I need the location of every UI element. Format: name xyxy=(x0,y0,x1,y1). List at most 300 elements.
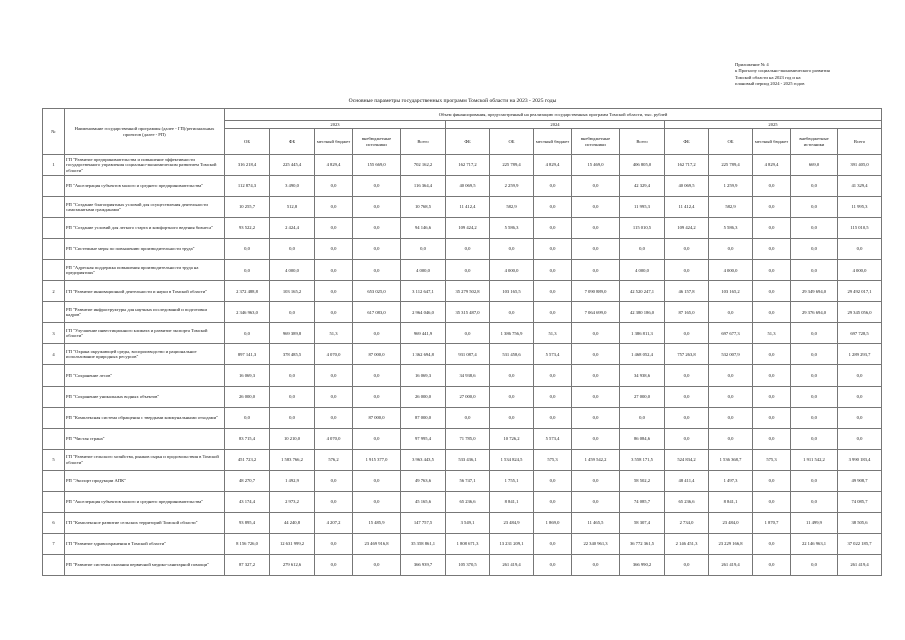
funding-value: 1 870,7 xyxy=(753,512,791,533)
funding-value: 1 362 694,8 xyxy=(401,344,446,365)
funding-value: 0,0 xyxy=(315,239,353,260)
funding-value: 0,0 xyxy=(572,260,620,281)
funding-value: 7 064 699,0 xyxy=(572,302,620,323)
funding-value: 969 441,9 xyxy=(401,323,446,344)
funding-value: 87 165,0 xyxy=(665,302,709,323)
funding-value: 5 586,3 xyxy=(490,218,534,239)
funding-value: 23 484,0 xyxy=(709,512,753,533)
funding-value: 11 412,4 xyxy=(665,197,709,218)
funding-value: 45 165,6 xyxy=(401,491,446,512)
funding-value: 0,0 xyxy=(709,407,753,428)
funding-value: 46 157,8 xyxy=(665,281,709,302)
funding-value: 0,0 xyxy=(353,260,401,281)
row-number: 4 xyxy=(43,344,65,365)
table-row xyxy=(43,407,882,428)
funding-value: 1 808 671,3 xyxy=(446,533,490,554)
table-row xyxy=(43,218,882,239)
funding-value: 162 717,2 xyxy=(446,155,490,176)
program-name: ГП "Улучшение инвестиционного климата и развитие экспорта Томской области" xyxy=(65,323,225,344)
funding-value: 0,0 xyxy=(709,302,753,323)
funding-value: 38 505,6 xyxy=(838,512,882,533)
funding-value: 697 677,3 xyxy=(709,323,753,344)
funding-value: 87 000,0 xyxy=(353,407,401,428)
funding-value: 1 497,3 xyxy=(709,470,753,491)
funding-value: 0,0 xyxy=(353,491,401,512)
program-name: РП "Акселерация субъектов малого и среднего предпринимательства" xyxy=(65,176,225,197)
funding-value: 103 165,2 xyxy=(709,281,753,302)
funding-value: 0,0 xyxy=(791,323,838,344)
funding-value: 1 259,9 xyxy=(709,176,753,197)
funding-value: 261 419,4 xyxy=(709,554,753,575)
header-subcolumn: ФБ xyxy=(270,129,315,155)
funding-value: 1 386 811,3 xyxy=(620,323,665,344)
appendix-line: Приложение № 4 xyxy=(735,62,769,67)
funding-value: 0,0 xyxy=(838,386,882,407)
funding-value: 103 165,5 xyxy=(490,281,534,302)
funding-value: 109 424,2 xyxy=(446,218,490,239)
row-number xyxy=(43,554,65,575)
funding-value: 582,9 xyxy=(709,197,753,218)
funding-value: 35 315 487,0 xyxy=(446,302,490,323)
funding-value: 87 000,0 xyxy=(401,407,446,428)
row-number xyxy=(43,407,65,428)
funding-value: 58 502,2 xyxy=(620,470,665,491)
funding-value: 0,0 xyxy=(753,281,791,302)
header-funding: Объем финансирования, предусмотренный на реализацию государственных программ Томской области, тыс. рублей xyxy=(225,109,882,121)
funding-value: 2 346 963,0 xyxy=(225,302,270,323)
funding-value: 575,3 xyxy=(534,449,572,470)
program-name: РП "Сохранение лесов" xyxy=(65,365,225,386)
funding-value: 0,0 xyxy=(353,176,401,197)
funding-value: 0,0 xyxy=(315,491,353,512)
funding-value: 0,0 xyxy=(791,197,838,218)
funding-value: 29 376 694,0 xyxy=(791,302,838,323)
funding-value: 49 908,7 xyxy=(838,470,882,491)
funding-value: 26 000,0 xyxy=(401,386,446,407)
funding-value: 115 010,5 xyxy=(838,218,882,239)
funding-value: 4 000,0 xyxy=(401,260,446,281)
funding-value: 51,3 xyxy=(753,323,791,344)
header-subcolumn: ФБ xyxy=(446,129,490,155)
funding-value: 7 090 889,0 xyxy=(572,281,620,302)
funding-value: 1 289 293,7 xyxy=(838,344,882,365)
program-name: РП "Создание благоприятных условий для осуществления деятельности самозанятыми гражданами" xyxy=(65,197,225,218)
program-name: ГП "Развитие здравоохранения в Томской области" xyxy=(65,533,225,554)
header-subcolumn: местный бюджет xyxy=(753,129,791,155)
funding-value: 4 829,4 xyxy=(753,155,791,176)
header-subcolumn: ОБ xyxy=(709,129,753,155)
header-subcolumn: Всего xyxy=(401,129,446,155)
funding-value: 0,0 xyxy=(534,491,572,512)
funding-value: 23 229 166,8 xyxy=(709,533,753,554)
row-number xyxy=(43,470,65,491)
funding-value: 0,0 xyxy=(534,407,572,428)
funding-value: 51,3 xyxy=(534,323,572,344)
funding-value: 0,0 xyxy=(572,428,620,449)
funding-value: 0,0 xyxy=(709,365,753,386)
header-subcolumn: внебюджетные источники xyxy=(572,129,620,155)
funding-value: 16 069,3 xyxy=(401,365,446,386)
appendix-line: Томской области на 2023 год и на xyxy=(735,74,801,80)
funding-value: 0,0 xyxy=(753,302,791,323)
program-name: РП "Системные меры по повышению производительности труда" xyxy=(65,239,225,260)
funding-value: 0,0 xyxy=(572,197,620,218)
table-row xyxy=(43,512,882,533)
table-row xyxy=(43,554,882,575)
funding-value: 366 939,7 xyxy=(401,554,446,575)
funding-value: 576,2 xyxy=(315,449,353,470)
funding-value: 669,0 xyxy=(791,155,838,176)
funding-value: 109 424,2 xyxy=(665,218,709,239)
funding-value: 65 236,6 xyxy=(446,491,490,512)
table-row xyxy=(43,386,882,407)
funding-value: 41 329,4 xyxy=(838,176,882,197)
funding-value: 13 231 209,1 xyxy=(490,533,534,554)
table-row xyxy=(43,344,882,365)
header-subcolumn: Всего xyxy=(620,129,665,155)
header-year: 2025 xyxy=(665,121,882,129)
funding-value: 97 995,4 xyxy=(401,428,446,449)
funding-value: 4 829,4 xyxy=(534,155,572,176)
funding-value: 225 789,4 xyxy=(709,155,753,176)
row-number xyxy=(43,386,65,407)
funding-value: 0,0 xyxy=(315,407,353,428)
funding-value: 0,0 xyxy=(446,323,490,344)
funding-value: 406 805,0 xyxy=(620,155,665,176)
funding-value: 11 995,3 xyxy=(838,197,882,218)
row-number xyxy=(43,365,65,386)
funding-value: 2 146 451,3 xyxy=(665,533,709,554)
funding-value: 26 000,0 xyxy=(225,386,270,407)
funding-value: 0,0 xyxy=(534,302,572,323)
funding-value: 34 938,6 xyxy=(446,365,490,386)
funding-value: 162 717,2 xyxy=(665,155,709,176)
table-row xyxy=(43,239,882,260)
funding-value: 12 631 999,2 xyxy=(270,533,315,554)
funding-value: 10 768,5 xyxy=(401,197,446,218)
funding-value: 0,0 xyxy=(353,365,401,386)
funding-value: 4 207,2 xyxy=(315,512,353,533)
funding-value: 5 573,4 xyxy=(534,428,572,449)
program-name: ГП "Развитие предпринимательства и повышение эффективности государственного управления социально-экономическим развитием Томской области" xyxy=(65,155,225,176)
programs-table xyxy=(42,108,882,576)
row-number xyxy=(43,239,65,260)
funding-value: 0,0 xyxy=(753,344,791,365)
funding-value: 35 358 861,1 xyxy=(401,533,446,554)
funding-value: 4 000,0 xyxy=(838,260,882,281)
funding-value: 0,0 xyxy=(315,281,353,302)
funding-value: 0,0 xyxy=(534,386,572,407)
funding-value: 0,0 xyxy=(315,260,353,281)
funding-value: 0,0 xyxy=(490,407,534,428)
funding-value: 531 458,6 xyxy=(490,344,534,365)
funding-value: 0,0 xyxy=(534,176,572,197)
funding-value: 1 869,0 xyxy=(534,512,572,533)
funding-value: 897 141,3 xyxy=(225,344,270,365)
funding-value: 0,0 xyxy=(753,365,791,386)
funding-value: 2 259,9 xyxy=(490,176,534,197)
funding-value: 0,0 xyxy=(315,176,353,197)
funding-value: 378 485,5 xyxy=(270,344,315,365)
funding-value: 11 412,4 xyxy=(446,197,490,218)
funding-value: 0,0 xyxy=(353,323,401,344)
funding-value: 316 218,4 xyxy=(225,155,270,176)
funding-value: 74 085,7 xyxy=(838,491,882,512)
funding-value: 532 007,9 xyxy=(709,344,753,365)
row-number xyxy=(43,197,65,218)
funding-value: 533 436,1 xyxy=(446,449,490,470)
funding-value: 0,0 xyxy=(572,470,620,491)
table-row xyxy=(43,302,882,323)
program-name: РП "Акселерация субъектов малого и среднего предпринимательства" xyxy=(65,491,225,512)
funding-value: 0,0 xyxy=(753,554,791,575)
program-name: РП "Сохранение уникальных водных объектов" xyxy=(65,386,225,407)
funding-value: 0,0 xyxy=(709,428,753,449)
funding-value: 0,0 xyxy=(446,407,490,428)
funding-value: 0,0 xyxy=(534,470,572,491)
funding-value: 93 522,2 xyxy=(225,218,270,239)
row-number: 7 xyxy=(43,533,65,554)
funding-value: 512,8 xyxy=(270,197,315,218)
funding-value: 43 174,4 xyxy=(225,491,270,512)
funding-value: 0,0 xyxy=(838,365,882,386)
appendix-line: к Прогнозу социально-экономического развития xyxy=(735,68,830,74)
funding-value: 931 087,4 xyxy=(446,344,490,365)
funding-value: 0,0 xyxy=(572,218,620,239)
funding-value: 0,0 xyxy=(665,407,709,428)
funding-value: 0,0 xyxy=(791,407,838,428)
funding-value: 0,0 xyxy=(753,491,791,512)
funding-value: 83 715,4 xyxy=(225,428,270,449)
funding-value: 27 000,0 xyxy=(620,386,665,407)
funding-value: 11 995,3 xyxy=(620,197,665,218)
funding-value: 0,0 xyxy=(315,386,353,407)
funding-value: 279 612,6 xyxy=(270,554,315,575)
funding-value: 15 469,0 xyxy=(572,155,620,176)
funding-value: 0,0 xyxy=(665,428,709,449)
funding-value: 93 895,4 xyxy=(225,512,270,533)
funding-value: 0,0 xyxy=(709,386,753,407)
funding-value: 22 340 961,3 xyxy=(572,533,620,554)
funding-value: 8 841,1 xyxy=(490,491,534,512)
funding-value: 2 973,2 xyxy=(270,491,315,512)
funding-value: 1 911 542,2 xyxy=(791,449,838,470)
funding-value: 697 728,5 xyxy=(838,323,882,344)
funding-value: 0,0 xyxy=(753,428,791,449)
funding-value: 0,0 xyxy=(572,491,620,512)
header-subcolumn: внебюджетные источники xyxy=(791,129,838,155)
funding-value: 1 534 824,5 xyxy=(490,449,534,470)
funding-value: 4 000,0 xyxy=(270,260,315,281)
funding-value: 34 938,6 xyxy=(620,365,665,386)
funding-value: 261 419,4 xyxy=(490,554,534,575)
funding-value: 757 263,8 xyxy=(665,344,709,365)
program-name: РП "Экспорт продукции АПК" xyxy=(65,470,225,491)
funding-value: 225 445,4 xyxy=(270,155,315,176)
funding-value: 3 112 647,1 xyxy=(401,281,446,302)
funding-value: 0,0 xyxy=(572,176,620,197)
funding-value: 0,0 xyxy=(270,239,315,260)
funding-value: 10 255,7 xyxy=(225,197,270,218)
funding-value: 0,0 xyxy=(791,428,838,449)
funding-value: 0,0 xyxy=(446,239,490,260)
funding-value: 74 085,7 xyxy=(620,491,665,512)
funding-value: 0,0 xyxy=(490,386,534,407)
funding-value: 0,0 xyxy=(572,239,620,260)
funding-value: 71 785,0 xyxy=(446,428,490,449)
funding-value: 969 389,8 xyxy=(270,323,315,344)
program-name: РП "Чистая страна" xyxy=(65,428,225,449)
funding-value: 0,0 xyxy=(225,239,270,260)
funding-value: 8 841,1 xyxy=(709,491,753,512)
funding-value: 11 499,9 xyxy=(791,512,838,533)
funding-value: 103 165,2 xyxy=(270,281,315,302)
funding-value: 0,0 xyxy=(353,428,401,449)
funding-value: 4 000,0 xyxy=(620,260,665,281)
funding-value: 1 755,1 xyxy=(490,470,534,491)
program-name: ГП "Развитие сельского хозяйства, рынков сырья и продовольствия в Томской области" xyxy=(65,449,225,470)
funding-value: 0,0 xyxy=(665,239,709,260)
funding-value: 27 000,0 xyxy=(446,386,490,407)
header-year: 2023 xyxy=(225,121,446,129)
funding-value: 29 345 056,0 xyxy=(838,302,882,323)
funding-value: 94 146,6 xyxy=(401,218,446,239)
funding-value: 0,0 xyxy=(534,281,572,302)
funding-value: 0,0 xyxy=(534,197,572,218)
funding-value: 0,0 xyxy=(353,239,401,260)
row-number: 1 xyxy=(43,155,65,176)
funding-value: 0,0 xyxy=(270,365,315,386)
funding-value: 0,0 xyxy=(620,239,665,260)
funding-value: 0,0 xyxy=(791,176,838,197)
funding-value: 2 964 046,0 xyxy=(401,302,446,323)
row-number xyxy=(43,260,65,281)
table-row xyxy=(43,449,882,470)
funding-value: 10 726,2 xyxy=(490,428,534,449)
funding-value: 49 763,6 xyxy=(401,470,446,491)
funding-value: 44 240,8 xyxy=(270,512,315,533)
funding-value: 87 327,2 xyxy=(225,554,270,575)
funding-value: 0,0 xyxy=(270,386,315,407)
funding-value: 0,0 xyxy=(665,386,709,407)
funding-value: 1 468 052,4 xyxy=(620,344,665,365)
funding-value: 16 069,3 xyxy=(225,365,270,386)
funding-value: 2 424,4 xyxy=(270,218,315,239)
funding-value: 0,0 xyxy=(791,470,838,491)
funding-value: 702 162,2 xyxy=(401,155,446,176)
funding-value: 105 370,5 xyxy=(446,554,490,575)
funding-value: 22 146 963,1 xyxy=(791,533,838,554)
funding-value: 1 492,9 xyxy=(270,470,315,491)
header-subcolumn: ОБ xyxy=(225,129,270,155)
funding-value: 0,0 xyxy=(534,239,572,260)
funding-value: 0,0 xyxy=(838,428,882,449)
program-name: РП "Развитие инфраструктуры для научных исследований и подготовки кадров" xyxy=(65,302,225,323)
funding-value: 42 329,4 xyxy=(620,176,665,197)
funding-value: 86 084,6 xyxy=(620,428,665,449)
funding-value: 391 405,0 xyxy=(838,155,882,176)
funding-value: 0,0 xyxy=(534,533,572,554)
header-subcolumn: Всего xyxy=(838,129,882,155)
funding-value: 2 372 488,8 xyxy=(225,281,270,302)
row-number xyxy=(43,176,65,197)
funding-value: 0,0 xyxy=(353,218,401,239)
funding-value: 366 990,2 xyxy=(620,554,665,575)
funding-value: 4 070,0 xyxy=(315,428,353,449)
funding-value: 15 485,9 xyxy=(353,512,401,533)
funding-value: 0,0 xyxy=(315,470,353,491)
funding-value: 0,0 xyxy=(753,176,791,197)
table-row xyxy=(43,176,882,197)
funding-value: 0,0 xyxy=(791,491,838,512)
header-program-name: Наименование государственной программы (далее - ГП)/региональных проектов (далее - РП) xyxy=(65,109,225,155)
table-row xyxy=(43,323,882,344)
funding-value: 40 069,5 xyxy=(665,176,709,197)
funding-value: 2 734,0 xyxy=(665,512,709,533)
funding-value: 112 874,3 xyxy=(225,176,270,197)
funding-value: 48 270,7 xyxy=(225,470,270,491)
header-number: № xyxy=(43,109,65,155)
funding-value: 653 025,0 xyxy=(353,281,401,302)
appendix-note xyxy=(735,62,830,88)
funding-value: 116 364,4 xyxy=(401,176,446,197)
funding-value: 0,0 xyxy=(490,302,534,323)
funding-value: 0,0 xyxy=(315,197,353,218)
program-name: РП "Создание условий для легкого старта и комфортного ведения бизнеса" xyxy=(65,218,225,239)
program-name: ГП "Развитие инновационной деятельности и науки в Томской области" xyxy=(65,281,225,302)
funding-value: 0,0 xyxy=(225,407,270,428)
funding-value: 29 492 017,1 xyxy=(838,281,882,302)
funding-value: 0,0 xyxy=(791,218,838,239)
funding-value: 4 000,0 xyxy=(490,260,534,281)
table-row xyxy=(43,155,882,176)
funding-value: 617 083,0 xyxy=(353,302,401,323)
funding-value: 1 915 377,0 xyxy=(353,449,401,470)
header-subcolumn: местный бюджет xyxy=(315,129,353,155)
funding-value: 147 757,5 xyxy=(401,512,446,533)
funding-value: 0,0 xyxy=(665,554,709,575)
document-title: Основные параметры государственных программ Томской области на 2023 - 2025 годы xyxy=(348,98,557,104)
table-row xyxy=(43,491,882,512)
funding-value: 0,0 xyxy=(838,407,882,428)
funding-value: 0,0 xyxy=(572,554,620,575)
row-number xyxy=(43,428,65,449)
funding-value: 582,9 xyxy=(490,197,534,218)
funding-value: 261 419,4 xyxy=(838,554,882,575)
funding-value: 4 070,0 xyxy=(315,344,353,365)
header-year: 2024 xyxy=(446,121,665,129)
table-row xyxy=(43,365,882,386)
program-name: РП "Адресная поддержка повышения производительности труда на предприятиях" xyxy=(65,260,225,281)
funding-value: 0,0 xyxy=(665,260,709,281)
funding-value: 0,0 xyxy=(353,386,401,407)
funding-value: 3 963 443,5 xyxy=(401,449,446,470)
funding-value: 0,0 xyxy=(791,344,838,365)
table-row xyxy=(43,197,882,218)
funding-value: 3 990 183,4 xyxy=(838,449,882,470)
funding-value: 0,0 xyxy=(838,239,882,260)
funding-value: 65 236,6 xyxy=(665,491,709,512)
program-name: РП "Комплексная система обращения с твердыми коммунальными отходами" xyxy=(65,407,225,428)
funding-value: 10 210,0 xyxy=(270,428,315,449)
header-subcolumn: ФБ xyxy=(665,129,709,155)
funding-value: 0,0 xyxy=(791,365,838,386)
funding-value: 0,0 xyxy=(315,533,353,554)
header-subcolumn: местный бюджет xyxy=(534,129,572,155)
funding-value: 0,0 xyxy=(753,197,791,218)
funding-value: 1 386 756,9 xyxy=(490,323,534,344)
funding-value: 0,0 xyxy=(572,407,620,428)
